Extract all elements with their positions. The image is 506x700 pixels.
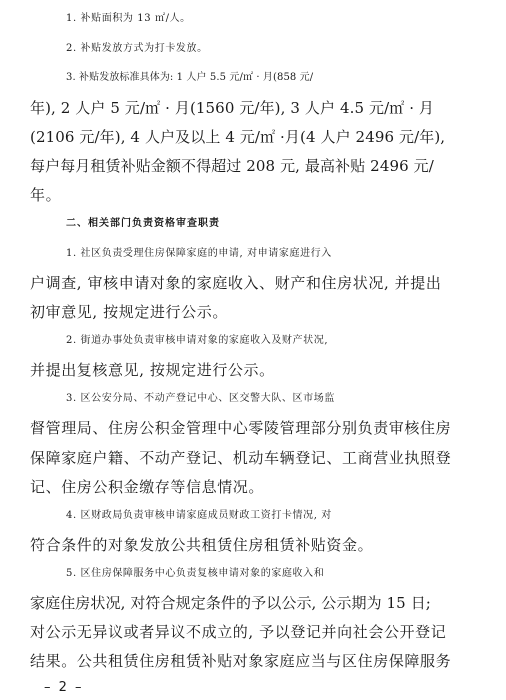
text-line: 户调查, 审核申请对象的家庭收入、财产和住房状况, 并提出 <box>30 274 442 292</box>
text-line: 2. 补贴发放方式为打卡发放。 <box>66 43 208 54</box>
text-line: 1. 补贴面积为 13 ㎡/人。 <box>66 13 191 24</box>
text-line: 督管理局、住房公积金管理中心零陵管理部分别负责审核住房 <box>30 419 452 437</box>
text-line: 保障家庭户籍、不动产登记、机动车辆登记、工商营业执照登 <box>30 449 452 467</box>
text-line: 初审意见, 按规定进行公示。 <box>30 303 228 321</box>
text-line: 3. 区公安分局、不动产登记中心、区交警大队、区市场监 <box>66 393 335 404</box>
text-line: 记、住房公积金缴存等信息情况。 <box>30 478 265 496</box>
text-line: 符合条件的对象发放公共租赁住房租赁补贴资金。 <box>30 536 374 554</box>
text-line: 年), 2 人户 5 元/㎡ · 月(1560 元/年), 3 人户 4.5 元/㎡ · 月 <box>30 99 435 117</box>
text-line: 4. 区财政局负责审核申请家庭成员财政工资打卡情况, 对 <box>66 510 332 521</box>
section-heading: 二、相关部门负责资格审查职责 <box>66 218 220 229</box>
text-line: 年。 <box>30 186 62 204</box>
text-line: 并提出复核意见, 按规定进行公示。 <box>30 361 275 379</box>
text-line: 对公示无异议或者异议不成立的, 予以登记并向社会公开登记 <box>30 623 447 641</box>
text-line: 3. 补贴发放标准具体为: 1 人户 5.5 元/㎡ · 月(858 元/ <box>66 72 314 83</box>
text-line: (2106 元/年), 4 人户及以上 4 元/㎡ ·月(4 人户 2496 元/年), <box>30 128 446 146</box>
text-line: 1. 社区负责受理住房保障家庭的申请, 对申请家庭进行入 <box>66 248 332 259</box>
text-line: 结果。公共租赁住房租赁补贴对象家庭应当与区住房保障服务 <box>30 652 452 670</box>
text-line: 5. 区住房保障服务中心负责复核申请对象的家庭收入和 <box>66 568 325 579</box>
text-line: 2. 街道办事处负责审核申请对象的家庭收入及财产状况, <box>66 335 329 346</box>
page-number: – 2 – <box>44 680 84 695</box>
text-line: 家庭住房状况, 对符合规定条件的予以公示, 公示期为 15 日; <box>30 594 431 612</box>
text-line: 每户每月租赁补贴金额不得超过 208 元, 最高补贴 2496 元/ <box>30 157 434 175</box>
